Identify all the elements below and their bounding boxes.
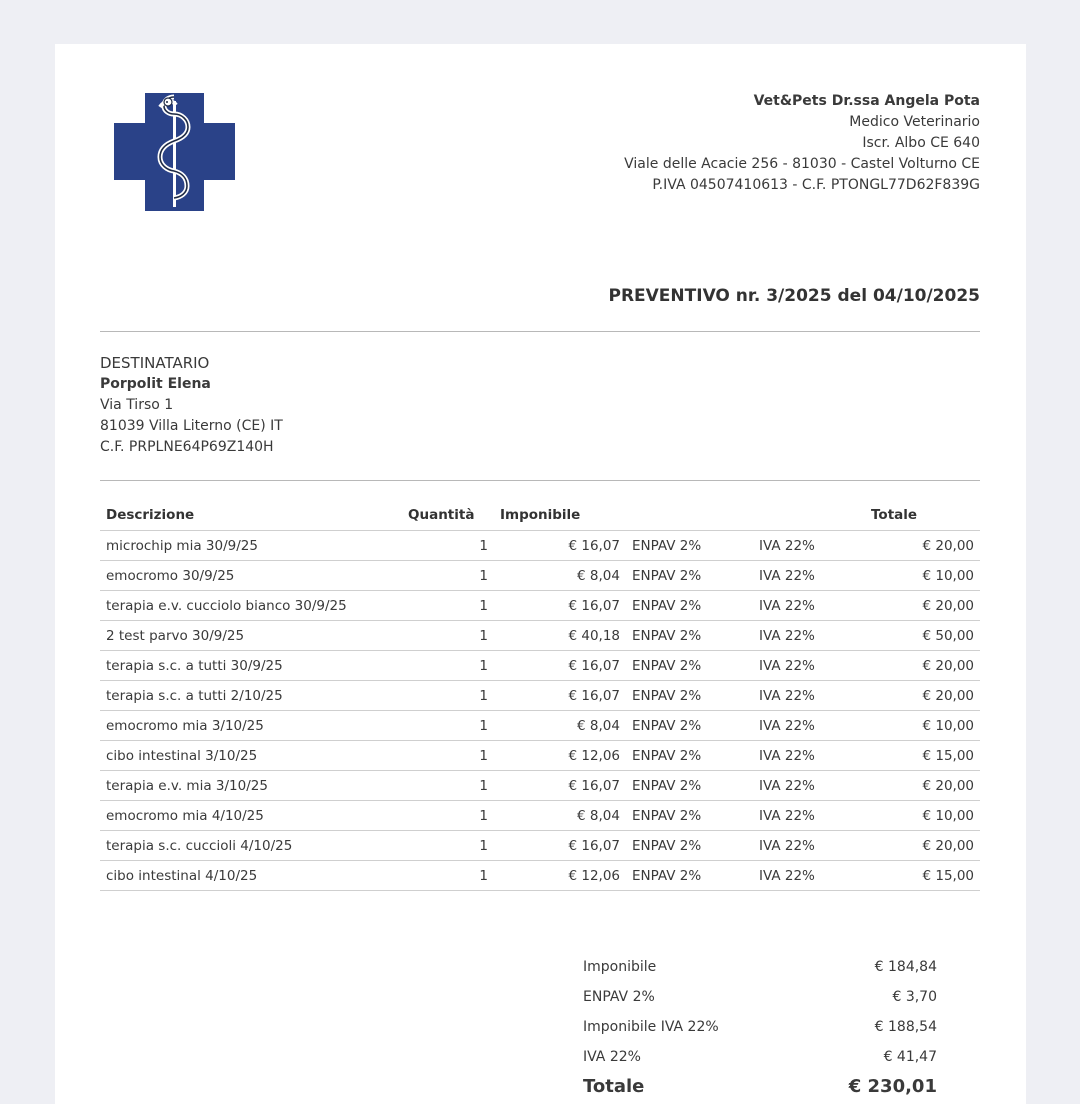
row-description: 2 test parvo 30/9/25 <box>100 621 402 651</box>
table-row <box>100 771 980 801</box>
row-taxable: € 8,04 <box>494 801 626 831</box>
row-quantity: 1 <box>402 651 494 681</box>
row-enpav: ENPAV 2% <box>626 711 753 741</box>
row-total: € 20,00 <box>865 681 980 711</box>
row-enpav: ENPAV 2% <box>626 801 753 831</box>
row-iva: IVA 22% <box>753 591 865 621</box>
row-total: € 20,00 <box>865 591 980 621</box>
row-quantity: 1 <box>402 771 494 801</box>
row-description: terapia e.v. cucciolo bianco 30/9/25 <box>100 591 402 621</box>
row-enpav: ENPAV 2% <box>626 591 753 621</box>
row-total: € 20,00 <box>865 771 980 801</box>
row-taxable: € 16,07 <box>494 681 626 711</box>
row-iva: IVA 22% <box>753 621 865 651</box>
row-enpav: ENPAV 2% <box>626 861 753 891</box>
table-row <box>100 681 980 711</box>
row-description: terapia s.c. a tutti 2/10/25 <box>100 681 402 711</box>
row-quantity: 1 <box>402 711 494 741</box>
row-description: terapia e.v. mia 3/10/25 <box>100 771 402 801</box>
table-row <box>100 651 980 681</box>
sender-address: Viale delle Acacie 256 - 81030 - Castel Volturno CE <box>624 156 980 172</box>
table-row <box>100 711 980 741</box>
logo-graphic <box>114 93 235 211</box>
row-quantity: 1 <box>402 801 494 831</box>
row-taxable: € 16,07 <box>494 651 626 681</box>
row-description: emocromo mia 3/10/25 <box>100 711 402 741</box>
row-enpav: ENPAV 2% <box>626 831 753 861</box>
row-taxable: € 8,04 <box>494 711 626 741</box>
row-quantity: 1 <box>402 561 494 591</box>
summary-row-taxable-iva <box>583 1012 937 1042</box>
row-enpav: ENPAV 2% <box>626 741 753 771</box>
table-row <box>100 561 980 591</box>
table-row <box>100 621 980 651</box>
grand-total-value: € 230,01 <box>848 1076 937 1097</box>
row-iva: IVA 22% <box>753 681 865 711</box>
sender-tax-ids: P.IVA 04507410613 - C.F. PTONGL77D62F839G <box>652 177 980 193</box>
row-iva: IVA 22% <box>753 651 865 681</box>
summary-row-taxable <box>583 952 937 982</box>
summary-row-grand-total <box>583 1072 937 1102</box>
document-title: PREVENTIVO nr. 3/2025 del 04/10/2025 <box>608 286 980 306</box>
row-taxable: € 16,07 <box>494 531 626 561</box>
table-row <box>100 861 980 891</box>
row-taxable: € 8,04 <box>494 561 626 591</box>
row-total: € 10,00 <box>865 711 980 741</box>
row-taxable: € 12,06 <box>494 861 626 891</box>
row-iva: IVA 22% <box>753 711 865 741</box>
row-enpav: ENPAV 2% <box>626 651 753 681</box>
row-quantity: 1 <box>402 681 494 711</box>
row-taxable: € 40,18 <box>494 621 626 651</box>
row-total: € 10,00 <box>865 561 980 591</box>
sender-profession: Medico Veterinario <box>849 114 980 130</box>
row-enpav: ENPAV 2% <box>626 771 753 801</box>
row-taxable: € 16,07 <box>494 591 626 621</box>
row-iva: IVA 22% <box>753 531 865 561</box>
row-enpav: ENPAV 2% <box>626 681 753 711</box>
table-row <box>100 801 980 831</box>
summary-label: Imponibile <box>583 959 657 975</box>
row-description: cibo intestinal 3/10/25 <box>100 741 402 771</box>
row-total: € 15,00 <box>865 741 980 771</box>
row-total: € 20,00 <box>865 831 980 861</box>
document-page <box>55 44 1026 1104</box>
recipient-name: Porpolit Elena <box>100 376 211 392</box>
summary-value: € 3,70 <box>892 989 937 1005</box>
row-description: terapia s.c. cuccioli 4/10/25 <box>100 831 402 861</box>
sender-registration: Iscr. Albo CE 640 <box>862 135 980 151</box>
summary-value: € 188,54 <box>874 1019 937 1035</box>
row-description: terapia s.c. a tutti 30/9/25 <box>100 651 402 681</box>
row-total: € 15,00 <box>865 861 980 891</box>
header-total: Totale <box>865 500 980 531</box>
sender-block <box>624 91 980 196</box>
summary-label: IVA 22% <box>583 1049 641 1065</box>
row-enpav: ENPAV 2% <box>626 531 753 561</box>
table-row <box>100 741 980 771</box>
row-iva: IVA 22% <box>753 771 865 801</box>
summary-value: € 41,47 <box>883 1049 937 1065</box>
row-total: € 20,00 <box>865 531 980 561</box>
row-quantity: 1 <box>402 861 494 891</box>
header-taxable: Imponibile <box>494 500 626 531</box>
sender-name: Vet&Pets Dr.ssa Angela Pota <box>753 93 980 109</box>
row-taxable: € 12,06 <box>494 741 626 771</box>
grand-total-label: Totale <box>583 1076 645 1097</box>
row-iva: IVA 22% <box>753 741 865 771</box>
row-total: € 20,00 <box>865 651 980 681</box>
header-enpav <box>626 500 753 531</box>
divider <box>100 480 980 481</box>
row-description: emocromo 30/9/25 <box>100 561 402 591</box>
divider <box>100 331 980 332</box>
header-quantity: Quantità <box>402 500 494 531</box>
recipient-block <box>100 353 283 458</box>
row-quantity: 1 <box>402 621 494 651</box>
caduceus-cross-logo <box>114 93 235 211</box>
row-description: emocromo mia 4/10/25 <box>100 801 402 831</box>
row-quantity: 1 <box>402 591 494 621</box>
summary-row-enpav <box>583 982 937 1012</box>
recipient-heading: DESTINATARIO <box>100 354 210 372</box>
row-iva: IVA 22% <box>753 861 865 891</box>
row-description: microchip mia 30/9/25 <box>100 531 402 561</box>
row-quantity: 1 <box>402 741 494 771</box>
header-iva <box>753 500 865 531</box>
row-taxable: € 16,07 <box>494 771 626 801</box>
row-enpav: ENPAV 2% <box>626 621 753 651</box>
table-row <box>100 591 980 621</box>
row-quantity: 1 <box>402 831 494 861</box>
table-header-row <box>100 500 980 531</box>
row-iva: IVA 22% <box>753 831 865 861</box>
row-taxable: € 16,07 <box>494 831 626 861</box>
row-total: € 10,00 <box>865 801 980 831</box>
row-iva: IVA 22% <box>753 561 865 591</box>
items-table <box>100 500 980 891</box>
summary-label: Imponibile IVA 22% <box>583 1019 719 1035</box>
table-row <box>100 531 980 561</box>
row-enpav: ENPAV 2% <box>626 561 753 591</box>
summary-label: ENPAV 2% <box>583 989 655 1005</box>
table-row <box>100 831 980 861</box>
row-total: € 50,00 <box>865 621 980 651</box>
row-description: cibo intestinal 4/10/25 <box>100 861 402 891</box>
recipient-cf: C.F. PRPLNE64P69Z140H <box>100 439 274 455</box>
recipient-city: 81039 Villa Literno (CE) IT <box>100 418 283 434</box>
summary-value: € 184,84 <box>874 959 937 975</box>
row-iva: IVA 22% <box>753 801 865 831</box>
totals-summary <box>583 952 937 1102</box>
recipient-address: Via Tirso 1 <box>100 397 174 413</box>
summary-row-iva <box>583 1042 937 1072</box>
row-quantity: 1 <box>402 531 494 561</box>
header-description: Descrizione <box>100 500 402 531</box>
